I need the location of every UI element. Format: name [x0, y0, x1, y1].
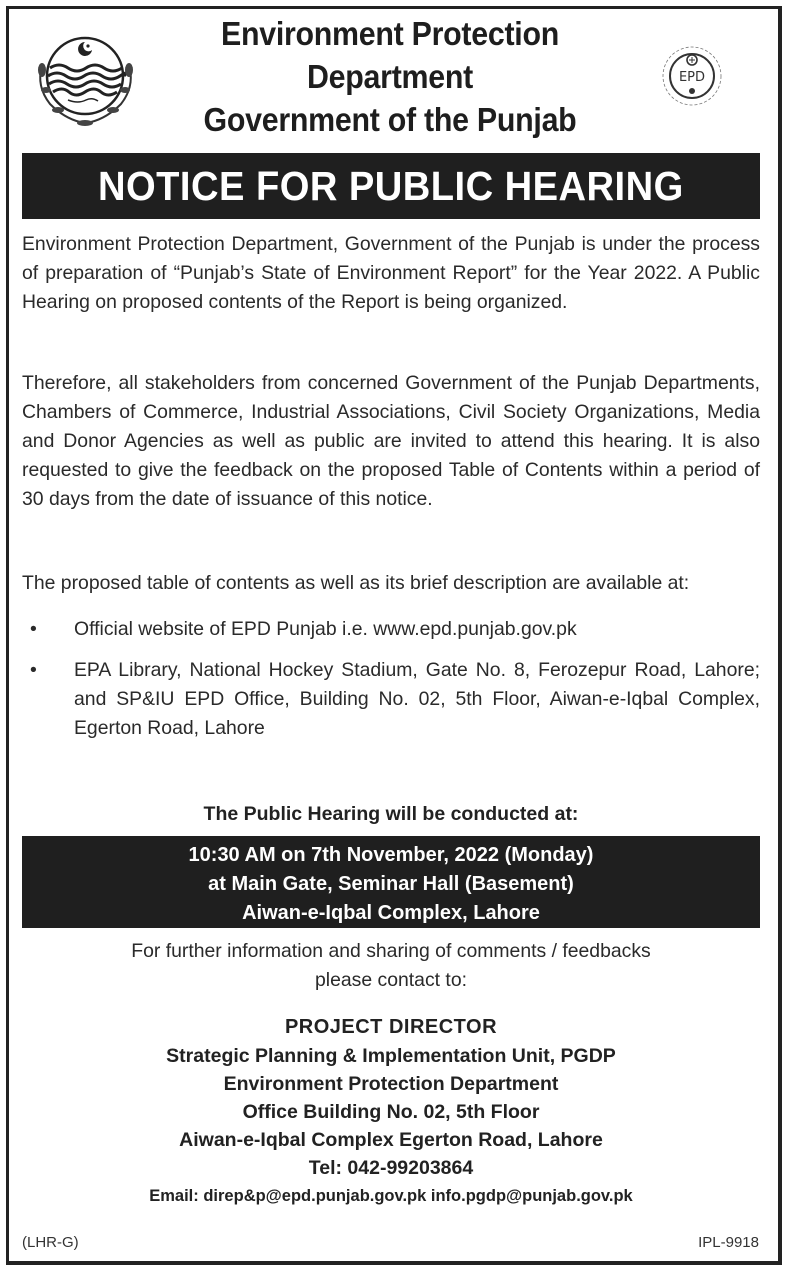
availability-paragraph: The proposed table of contents as well as its brief description are available at:	[22, 572, 690, 594]
contact-address: Aiwan-e-Iqbal Complex Egerton Road, Lahore	[179, 1129, 603, 1151]
bullet-icon: •	[30, 618, 37, 640]
contact-email: Email: direp&p@epd.punjab.gov.pk info.pgdp@punjab.gov.pk	[149, 1187, 633, 1205]
hearing-venue: at Main Gate, Seminar Hall (Basement)	[208, 873, 574, 895]
locations-list	[22, 615, 760, 743]
notice-title-banner	[22, 153, 760, 219]
intro-paragraph: Environment Protection Department, Government of the Punjab is under the process of preparation of “Punjab’s State of Environment Report” for the Year 2022. A Public Hearing on proposed contents of the Report is being organized.	[22, 233, 760, 313]
contact-office: Office Building No. 02, 5th Floor	[242, 1101, 540, 1123]
contact-title: PROJECT DIRECTOR	[284, 1016, 498, 1038]
svg-text:EPD: EPD	[678, 70, 706, 85]
further-info-line-2: please contact to:	[315, 969, 467, 991]
header	[0, 6, 799, 146]
title-line-3: Government of the Punjab	[203, 101, 577, 138]
hearing-time: 10:30 AM on 7th November, 2022 (Monday)	[188, 844, 594, 866]
contact-department: Environment Protection Department	[223, 1073, 559, 1095]
location-item	[22, 656, 760, 743]
hearing-intro: The Public Hearing will be conducted at:	[203, 803, 579, 825]
footer-code-left: (LHR-G)	[22, 1234, 79, 1251]
epd-emblem-icon	[645, 38, 740, 118]
hearing-details-banner	[22, 836, 760, 928]
contact-unit: Strategic Planning & Implementation Unit, PGDP	[166, 1045, 616, 1067]
notice-title: NOTICE FOR PUBLIC HEARING	[98, 163, 684, 209]
title-line-1: Environment Protection	[220, 15, 560, 52]
contact-block	[22, 1012, 760, 1210]
further-info-line-1: For further information and sharing of comments / feedbacks	[131, 940, 651, 962]
location-text: Official website of EPD Punjab i.e. www.epd.punjab.gov.pk	[74, 618, 577, 640]
contact-phone: Tel: 042-99203864	[308, 1157, 474, 1179]
title-line-2: Department	[307, 58, 473, 95]
department-title	[169, 12, 611, 141]
hearing-address: Aiwan-e-Iqbal Complex, Lahore	[242, 902, 540, 924]
bullet-icon: •	[30, 659, 37, 681]
footer-code-right: IPL-9918	[698, 1234, 759, 1251]
location-text: EPA Library, National Hockey Stadium, Gate No. 8, Ferozepur Road, Lahore; and SP&IU EPD Office, Building No. 02, 5th Floor, Aiwan-e-Iqbal Complex, Egerton Road, Lahore	[74, 659, 760, 739]
location-item	[22, 615, 760, 644]
further-info	[22, 937, 760, 995]
stakeholders-paragraph: Therefore, all stakeholders from concerned Government of the Punjab Departments, Chambers of Commerce, Industrial Associations, Civil Society Organizations, Media and Donor Agencies as well as public are invited to attend this hearing. It is also requested to give the feedback on the proposed Table of Contents within a period of 30 days from the date of issuance of this notice.	[22, 372, 760, 510]
punjab-emblem-icon	[28, 28, 143, 128]
